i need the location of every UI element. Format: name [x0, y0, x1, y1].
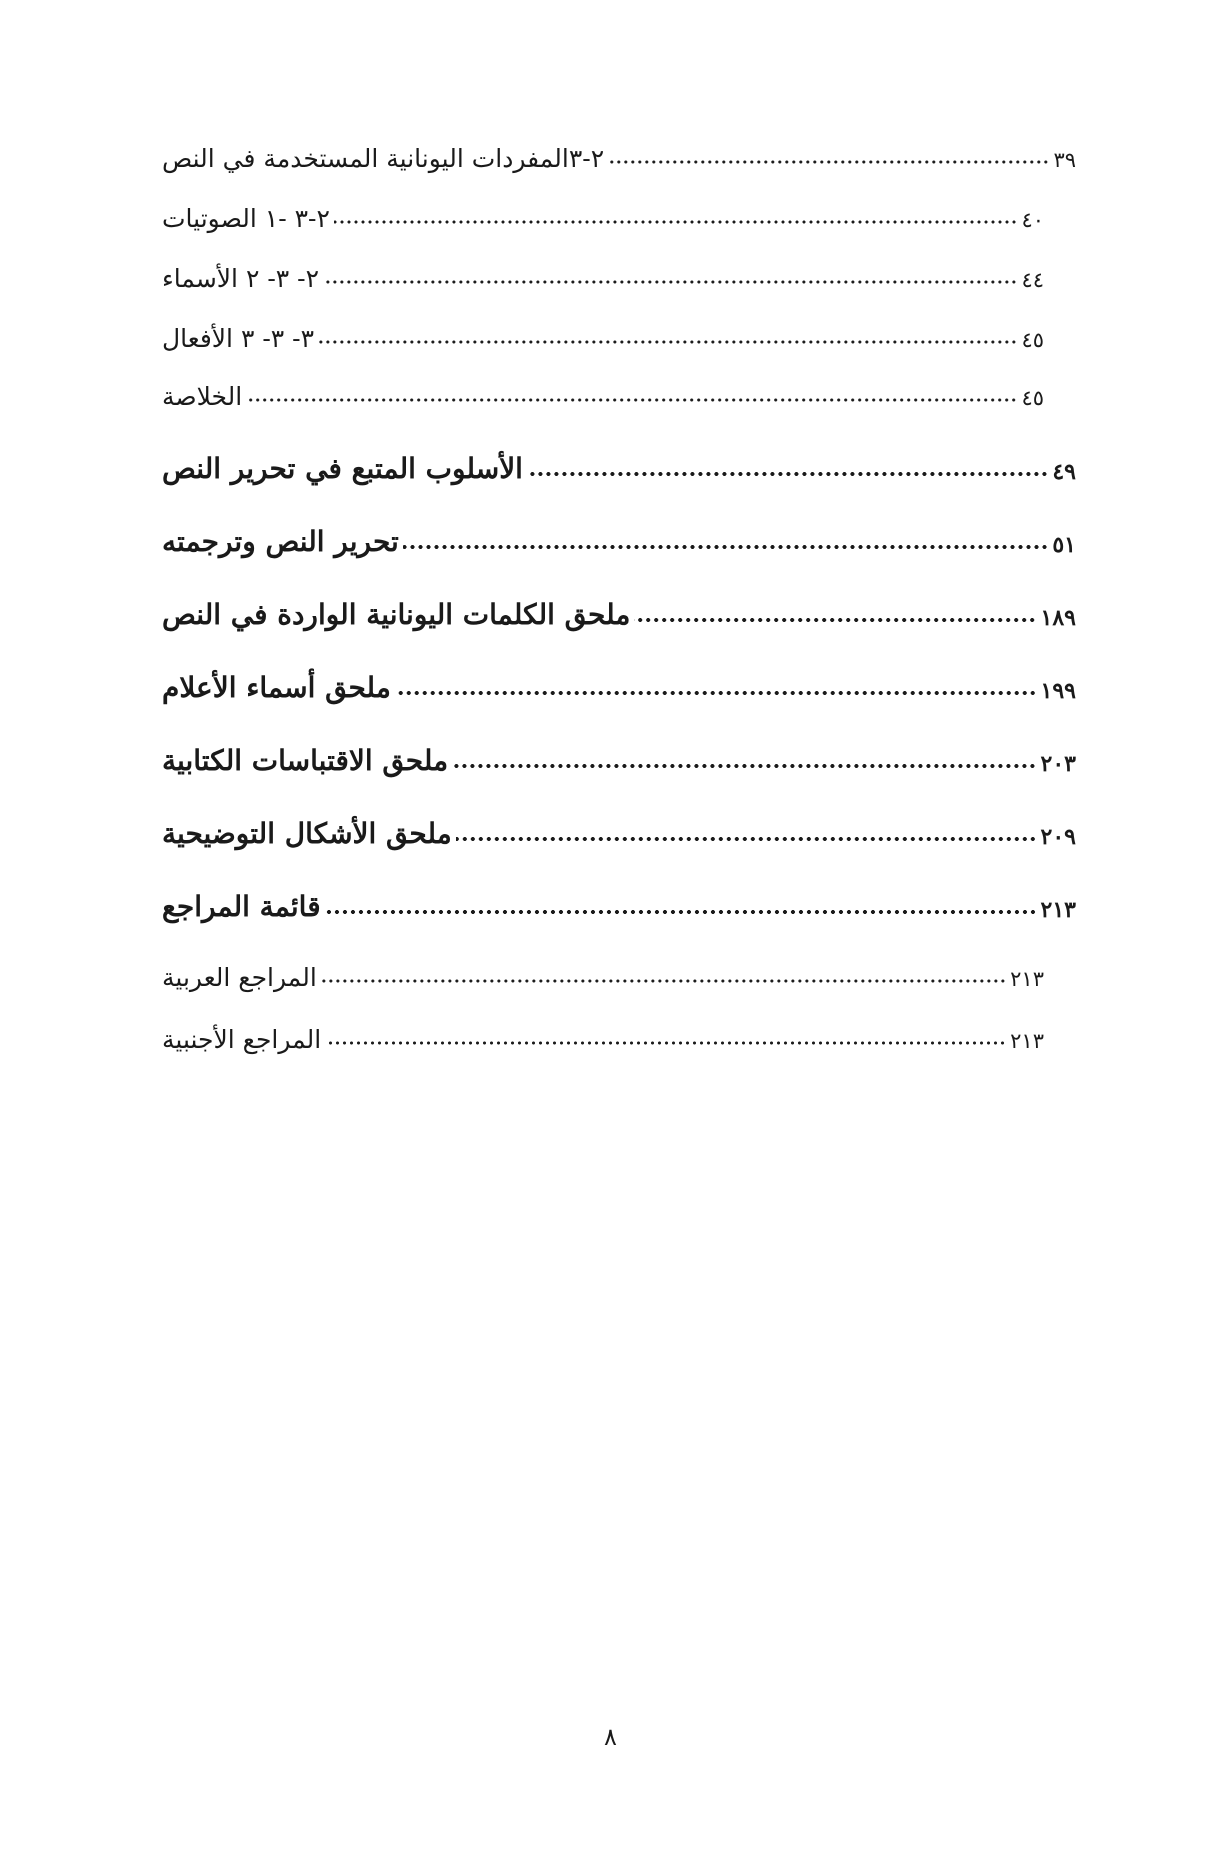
- toc-entry: [158, 206, 1076, 231]
- toc-entry-page: ٢٠٣: [1040, 751, 1076, 777]
- dot-leader: [318, 339, 1017, 345]
- dot-leader: [334, 219, 1018, 225]
- toc-entry-page: ٤٩: [1052, 459, 1076, 485]
- toc-entry-title: ٣- ٣- ٣ الأفعال: [162, 324, 315, 353]
- toc-entry: [158, 671, 1076, 704]
- toc-entry-page: ٢١٣: [1010, 967, 1044, 991]
- toc-entry-page: ٥١: [1052, 532, 1076, 558]
- toc-entry-title: المراجع العربية: [162, 963, 317, 992]
- dot-leader: [395, 690, 1037, 696]
- toc-entry: [158, 1027, 1076, 1052]
- toc-entry-page: ٢١٣: [1040, 897, 1076, 923]
- toc-entry-page: ١٩٩: [1040, 678, 1076, 704]
- dot-leader: [456, 836, 1037, 842]
- toc-entry-page: ١٨٩: [1040, 605, 1076, 631]
- toc-entry-title: الخلاصة: [162, 382, 243, 411]
- toc-entry-title: ٢-٣المفردات اليونانية المستخدمة في النص: [162, 144, 605, 173]
- toc-entry: [158, 384, 1076, 409]
- toc-entry-page: ٤٥: [1021, 386, 1044, 410]
- dot-leader: [634, 617, 1036, 623]
- dot-leader: [321, 978, 1006, 984]
- toc-entry-page: ٣٩: [1053, 148, 1076, 172]
- toc-entry-title: قائمة المراجع: [162, 890, 321, 923]
- toc-entry-title: تحرير النص وترجمته: [162, 525, 399, 558]
- toc-entry: [158, 266, 1076, 291]
- toc-entry-title: ملحق الاقتباسات الكتابية: [162, 744, 449, 777]
- toc-entry-title: ملحق أسماء الأعلام: [162, 671, 391, 704]
- toc-entry-page: ٤٤: [1021, 268, 1044, 292]
- toc-entry-title: ٢- ٣- ٢ الأسماء: [162, 264, 320, 293]
- dot-leader: [246, 397, 1017, 403]
- toc-entry-title: ملحق الأشكال التوضيحية: [162, 817, 452, 850]
- toc-entry-page: ٤٥: [1021, 328, 1044, 352]
- toc-entry: [158, 525, 1076, 558]
- toc-entry-title: الأسلوب المتبع في تحرير النص: [162, 452, 523, 485]
- toc-entry: [158, 744, 1076, 777]
- toc-entry-page: ٢١٣: [1010, 1029, 1044, 1053]
- dot-leader: [452, 763, 1036, 769]
- toc-entry-page: ٤٠: [1021, 208, 1044, 232]
- toc-entry: [158, 890, 1076, 923]
- toc-entry-page: ٢٠٩: [1040, 824, 1076, 850]
- toc-entry: [158, 146, 1076, 171]
- dot-leader: [325, 909, 1037, 915]
- toc-entry: [158, 452, 1076, 485]
- toc-entry-title: المراجع الأجنبية: [162, 1025, 322, 1054]
- toc-entry: [158, 598, 1076, 631]
- dot-leader: [403, 544, 1049, 550]
- toc-entry: [158, 326, 1076, 351]
- toc-entry: [158, 817, 1076, 850]
- dot-leader: [323, 279, 1017, 285]
- toc-entry: [158, 965, 1076, 990]
- toc-entry-title: ٢-٣ -١ الصوتيات: [162, 204, 330, 233]
- dot-leader: [608, 159, 1049, 165]
- page-number: ٨: [604, 1723, 617, 1751]
- dot-leader: [325, 1040, 1006, 1046]
- toc-entry-title: ملحق الكلمات اليونانية الواردة في النص: [162, 598, 631, 631]
- dot-leader: [527, 471, 1048, 477]
